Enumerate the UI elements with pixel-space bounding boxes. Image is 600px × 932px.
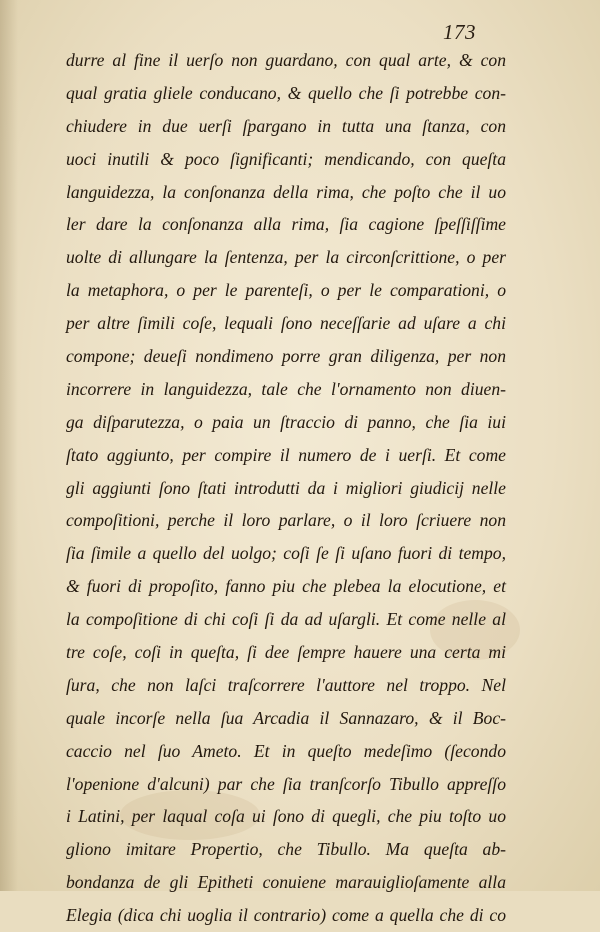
page-number: 173 <box>443 20 476 44</box>
text-line: ſia ſimile a quello del uolgo; coſi ſe ſi uſano fuori di tempo, <box>66 543 506 564</box>
text-line: i Latini, per laqual coſa ui ſono di quegli, che piu toſto uo <box>66 806 506 827</box>
text-line: tre coſe, coſi in queſta, ſi dee ſempre hauere una certa mi <box>66 642 506 663</box>
text-line: compoſitioni, perche il loro parlare, o il loro ſcriuere non <box>66 510 506 531</box>
text-line: ſura, che non laſci traſcorrere l'auttore nel troppo. Nel <box>66 674 506 695</box>
text-line: la compoſitione di chi coſi ſi da ad uſargli. Et come nelle al <box>66 609 506 630</box>
text-line: quale incorſe nella ſua Arcadia il Sannazaro, & il Boc- <box>66 707 506 728</box>
text-line: uolte di allungare la ſentenza, per la circonſcrittione, o per <box>66 247 506 268</box>
text-line: caccio nel ſuo Ameto. Et in queſto medeſimo (ſecondo <box>66 740 506 761</box>
text-line: & fuori di propoſito, fanno piu che plebea la elocutione, et <box>66 576 506 597</box>
text-line: ga diſparutezza, o paia un ſtraccio di panno, che ſia iui <box>66 411 506 432</box>
text-line: qual gratia gliele conducano, & quello che ſi potrebbe con- <box>66 82 506 103</box>
text-line: ler dare la conſonanza alla rima, ſia cagione ſpeſſiſſime <box>66 214 506 235</box>
body-text <box>66 44 506 932</box>
text-line: bondanza de gli Epitheti conuiene marauiglioſamente alla <box>66 872 506 893</box>
text-line: la metaphora, o per le parenteſi, o per le comparationi, o <box>66 280 506 301</box>
text-line: compone; deueſi nondimeno porre gran diligenza, per non <box>66 346 506 367</box>
text-line: languidezza, la conſonanza della rima, che poſto che il uo <box>66 181 506 202</box>
text-line: ſtato aggiunto, per compire il numero de i uerſi. Et come <box>66 444 506 465</box>
text-line: uoci inutili & poco ſignificanti; mendicando, con queſta <box>66 148 506 169</box>
page-edge-shadow <box>0 0 18 891</box>
text-line: l'openione d'alcuni) par che ſia tranſcorſo Tibullo appreſſo <box>66 773 506 794</box>
text-line: gliono imitare Propertio, che Tibullo. Ma queſta ab- <box>66 839 506 860</box>
text-line: per altre ſimili coſe, lequali ſono neceſſarie ad uſare a chi <box>66 313 506 334</box>
text-line: chiudere in due uerſi ſpargano in tutta una ſtanza, con <box>66 115 506 136</box>
text-line: durre al fine il uerſo non guardano, con qual arte, & con <box>66 50 506 70</box>
text-line: Elegia (dica chi uoglia il contrario) come a quella che di co <box>66 905 506 926</box>
text-line: gli aggiunti ſono ſtati introdutti da i migliori giudicij nelle <box>66 477 506 498</box>
text-line: incorrere in languidezza, tale che l'ornamento non diuen- <box>66 378 506 399</box>
